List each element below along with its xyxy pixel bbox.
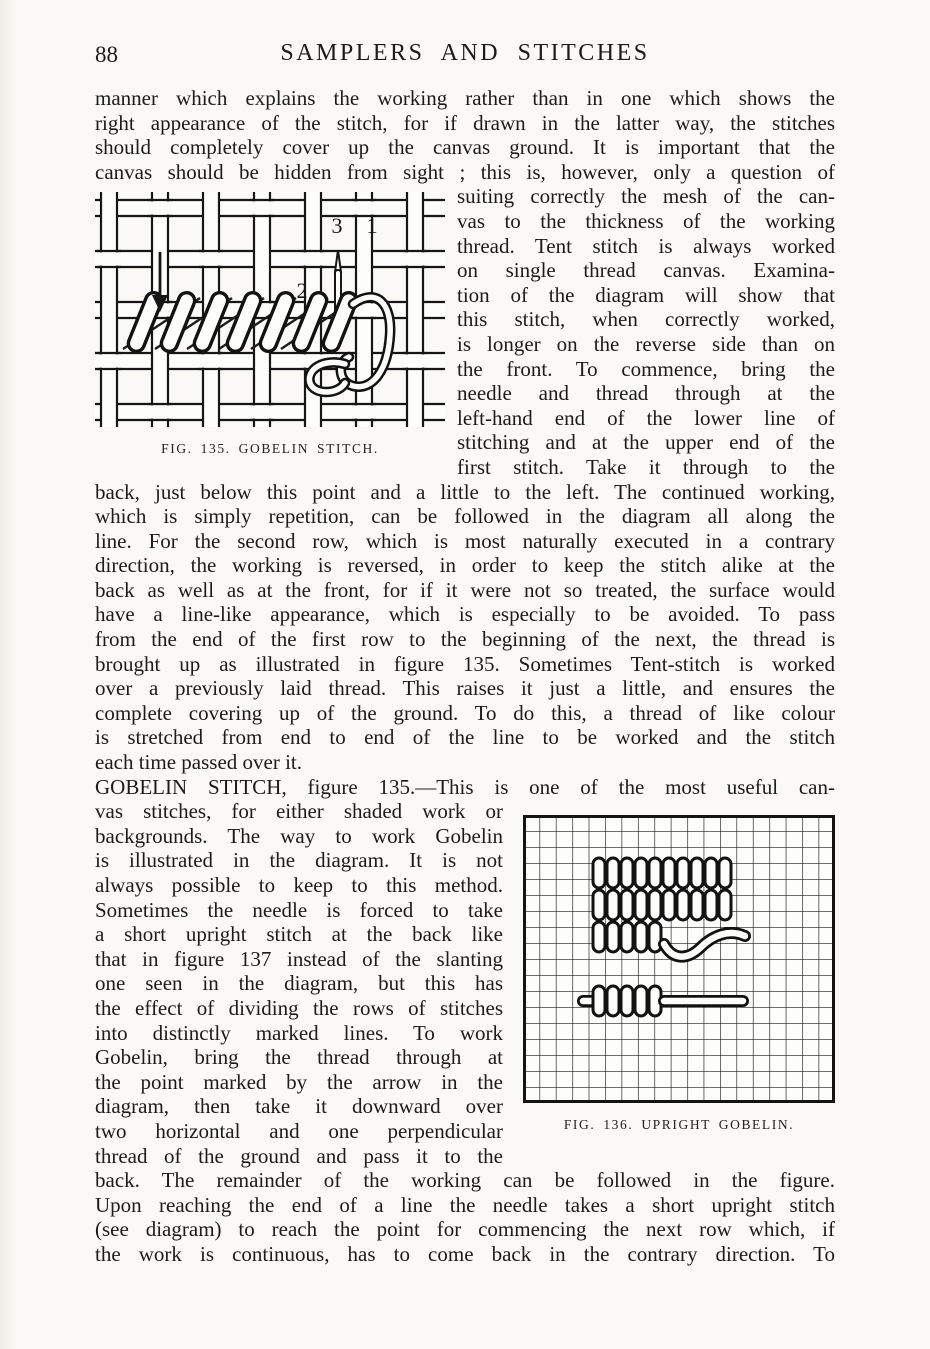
text-line: is longer on the reverse side than on bbox=[457, 331, 835, 356]
text-line: is stretched from end to end of the line to be worked and the stitch bbox=[95, 725, 835, 750]
tent-stitch-section bbox=[95, 184, 835, 479]
text-line: each time passed over it. bbox=[95, 750, 303, 775]
text-line: needle and thread through at the bbox=[457, 381, 835, 406]
text-line: the effect of dividing the rows of stitches bbox=[95, 995, 503, 1020]
figure-136-caption: FIG. 136. UPRIGHT GOBELIN. bbox=[563, 1117, 795, 1133]
text-line: vas stitches, for either shaded work or bbox=[95, 799, 503, 824]
text-line: brought up as illustrated in figure 135. Sometimes Tent-stitch is worked bbox=[95, 651, 835, 676]
text-line: backgrounds. The way to work Gobelin bbox=[95, 823, 503, 848]
stitch-row-3 bbox=[593, 922, 661, 952]
text-line: the work is continuous, has to come back in the contrary direction. To bbox=[95, 1241, 835, 1266]
text-line: canvas should be hidden from sight ; this is, however, only a question of bbox=[95, 159, 835, 184]
text-line: complete covering up of the ground. To do this, a thread of like colour bbox=[95, 700, 835, 725]
figure-135-caption: FIG. 135. GOBELIN STITCH. bbox=[161, 441, 379, 457]
tent-paragraph bbox=[95, 480, 835, 775]
gobelin-column-text bbox=[95, 799, 503, 1168]
text-line: suiting correctly the mesh of the can- bbox=[457, 184, 835, 209]
stitch-row-1 bbox=[593, 858, 731, 888]
intro-paragraph bbox=[95, 86, 835, 184]
text-line: is illustrated in the diagram. It is not bbox=[95, 848, 503, 873]
text-line: stitching and at the upper end of the bbox=[457, 430, 835, 455]
running-title: SAMPLERS AND STITCHES bbox=[280, 40, 650, 66]
figure-135-diagram bbox=[95, 192, 445, 427]
text-line: two horizontal and one perpendicular bbox=[95, 1118, 503, 1143]
text-line: first stitch. Take it through to the bbox=[457, 454, 835, 479]
text-line: GOBELIN STITCH, figure 135.—This is one of the most useful can- bbox=[95, 774, 835, 799]
text-line: (see diagram) to reach the point for commencing the next row which, if bbox=[95, 1217, 835, 1242]
text-line: Gobelin, bring the thread through at bbox=[95, 1045, 503, 1070]
text-line: thread of the ground and pass it to the bbox=[95, 1143, 503, 1168]
text-line: should completely cover up the canvas ground. It is important that the bbox=[95, 135, 835, 160]
text-line: into distinctly marked lines. To work bbox=[95, 1020, 503, 1045]
gobelin-section bbox=[95, 799, 835, 1168]
text-line: tion of the diagram will show that bbox=[457, 282, 835, 307]
text-line: over a previously laid thread. This raises it just a little, and ensures the bbox=[95, 676, 835, 701]
figure-135 bbox=[95, 192, 445, 457]
figure-136 bbox=[523, 815, 835, 1133]
label-3: 3 bbox=[331, 213, 343, 239]
text-line: a short upright stitch at the back like bbox=[95, 922, 503, 947]
label-1: 1 bbox=[366, 213, 378, 239]
tent-column-text bbox=[457, 184, 835, 479]
text-line: the point marked by the arrow in the bbox=[95, 1069, 503, 1094]
text-line: right appearance of the stitch, for if drawn in the latter way, the stitches bbox=[95, 110, 835, 135]
text-line: manner which explains the working rather than in one which shows the bbox=[95, 86, 835, 110]
text-line: Upon reaching the end of a line the needle takes a short upright stitch bbox=[95, 1192, 835, 1217]
text-line: vas to the thickness of the working bbox=[457, 208, 835, 233]
text-line: back. The remainder of the working can be followed in the figure. bbox=[95, 1168, 835, 1193]
text-line: one seen in the diagram, but this has bbox=[95, 971, 503, 996]
text-line: diagram, then take it downward over bbox=[95, 1094, 503, 1119]
stitch-row-2 bbox=[593, 890, 731, 920]
text-line: back as well as at the front, for if it were not so treated, the surface would bbox=[95, 577, 835, 602]
label-2: 2 bbox=[296, 278, 308, 304]
text-line: line. For the second row, which is most naturally executed in a contrary bbox=[95, 528, 835, 553]
text-line: left-hand end of the lower line of bbox=[457, 405, 835, 430]
gobelin-heading bbox=[95, 775, 835, 800]
text-line: always possible to keep to this method. bbox=[95, 873, 503, 897]
text-line: from the end of the first row to the beginning of the next, the thread is bbox=[95, 627, 835, 652]
text-line: which is simply repetition, can be followed in the diagram all along the bbox=[95, 504, 835, 529]
closing-paragraph bbox=[95, 1168, 835, 1266]
text-line: Sometimes the needle is forced to take bbox=[95, 897, 503, 922]
text-line: that in figure 137 instead of the slanting bbox=[95, 946, 503, 971]
text-line: on single thread canvas. Examina- bbox=[457, 258, 835, 283]
text-line: this stitch, when correctly worked, bbox=[457, 307, 835, 332]
text-line: thread. Tent stitch is always worked bbox=[457, 233, 835, 258]
text-line: the front. To commence, bring the bbox=[457, 356, 835, 381]
text-line: back, just below this point and a little to the left. The continued working, bbox=[95, 479, 835, 504]
page-header bbox=[95, 40, 835, 72]
text-line: direction, the working is reversed, in order to keep the stitch alike at the bbox=[95, 553, 835, 578]
page-number: 88 bbox=[95, 42, 118, 67]
figure-136-diagram bbox=[523, 815, 835, 1103]
text-line: have a line-like appearance, which is especially to be avoided. To pass bbox=[95, 602, 835, 627]
